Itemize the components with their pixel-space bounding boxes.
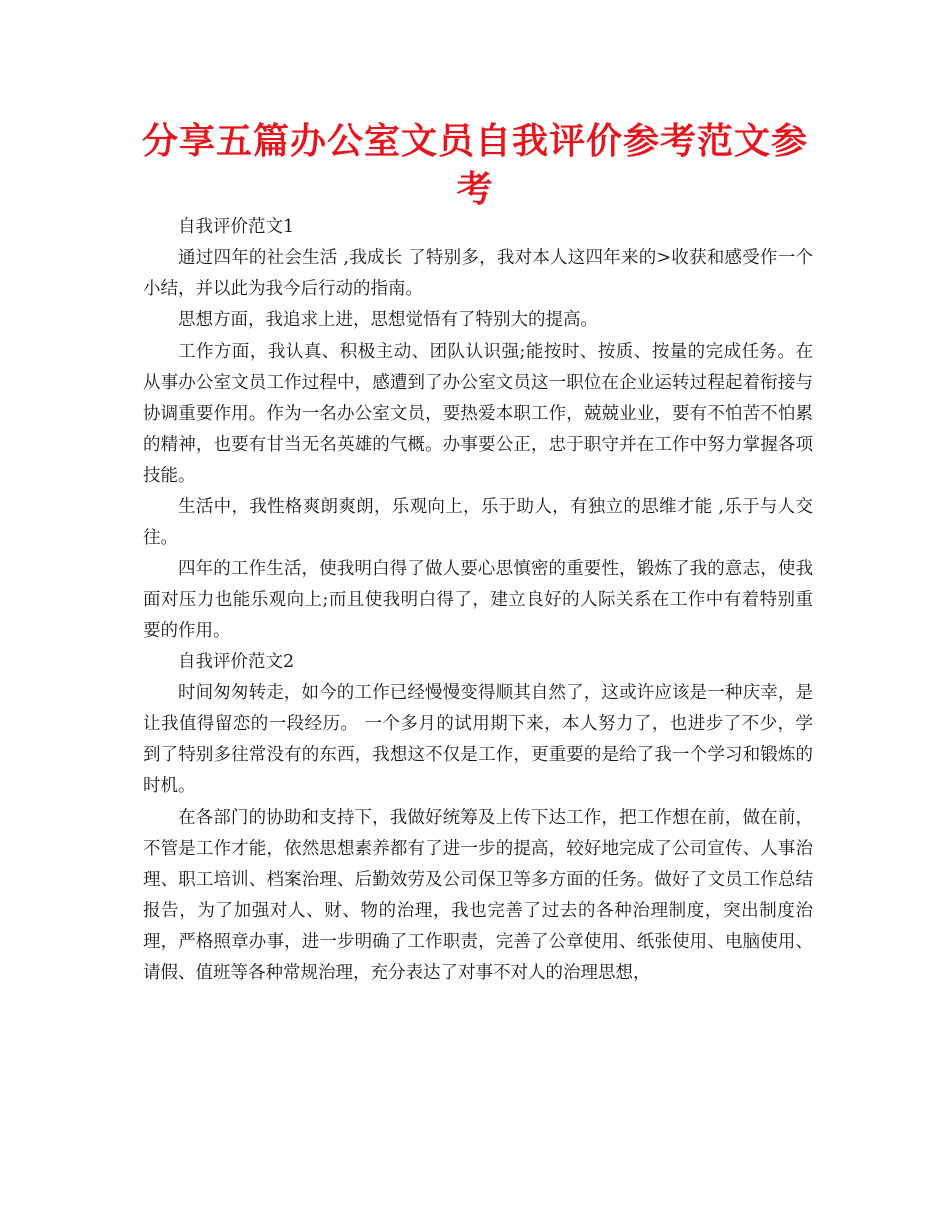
paragraph: 生活中，我性格爽朗爽朗，乐观向上，乐于助人，有独立的思维才能 ,乐于与人交往。 bbox=[143, 496, 813, 548]
document-body bbox=[143, 212, 813, 989]
section-heading-1: 自我评价范文1 bbox=[178, 217, 295, 237]
paragraph: 在各部门的协助和支持下，我做好统筹及上传下达工作，把工作想在前，做在前，不管是工作才能，依然思想素养都有了进一步的提高，较好地完成了公司宣传、人事治理、职工培训、档案治理、后勤效劳及公司保卫等多方面的任务。做好了文员工作总结报告，为了加强对人、财、物的治理，我也完善了过去的各种治理制度，突出制度治理，严格照章办事，进一步明确了工作职责，完善了公章使用、纸张使用、电脑使用、请假、值班等各种常规治理，充分表达了对事不对人的治理思想， bbox=[143, 807, 813, 983]
paragraph: 四年的工作生活，使我明白得了做人要心思慎密的重要性，锻炼了我的意志，使我面对压力也能乐观向上;而且使我明白得了，建立良好的人际关系在工作中有着特别重要的作用。 bbox=[143, 558, 813, 641]
paragraph: 通过四年的社会生活 ,我成长 了特别多，我对本人这四年来的>收获和感受作一个小结，并以此为我今后行动的指南。 bbox=[143, 248, 813, 300]
paragraph: 思想方面，我追求上进，思想觉悟有了特别大的提高。 bbox=[178, 310, 598, 331]
paragraph: 工作方面，我认真、积极主动、团队认识强;能按时、按质、按量的完成任务。在从事办公室文员工作过程中，感遭到了办公室文员这一职位在企业运转过程起着衔接与协调重要作用。作为一名办公室文员，要热爱本职工作，兢兢业业，要有不怕苦不怕累的精神，也要有甘当无名英雄的气概。办事要公正，忠于职守并在工作中努力掌握各项技能。 bbox=[143, 341, 813, 486]
paragraph: 时间匆匆转走，如今的工作已经慢慢变得顺其自然了，这或许应该是一种庆幸，是让我值得留恋的一段经历。 一个多月的试用期下来，本人努力了，也进步了不少，学到了特别多往常没有的东西，我想这不仅是工作，更重要的是给了我一个学习和锻炼的时机。 bbox=[143, 683, 813, 797]
document-title: 分享五篇办公室文员自我评价参考范文参考 bbox=[141, 121, 808, 210]
section-heading-2: 自我评价范文2 bbox=[178, 652, 295, 673]
